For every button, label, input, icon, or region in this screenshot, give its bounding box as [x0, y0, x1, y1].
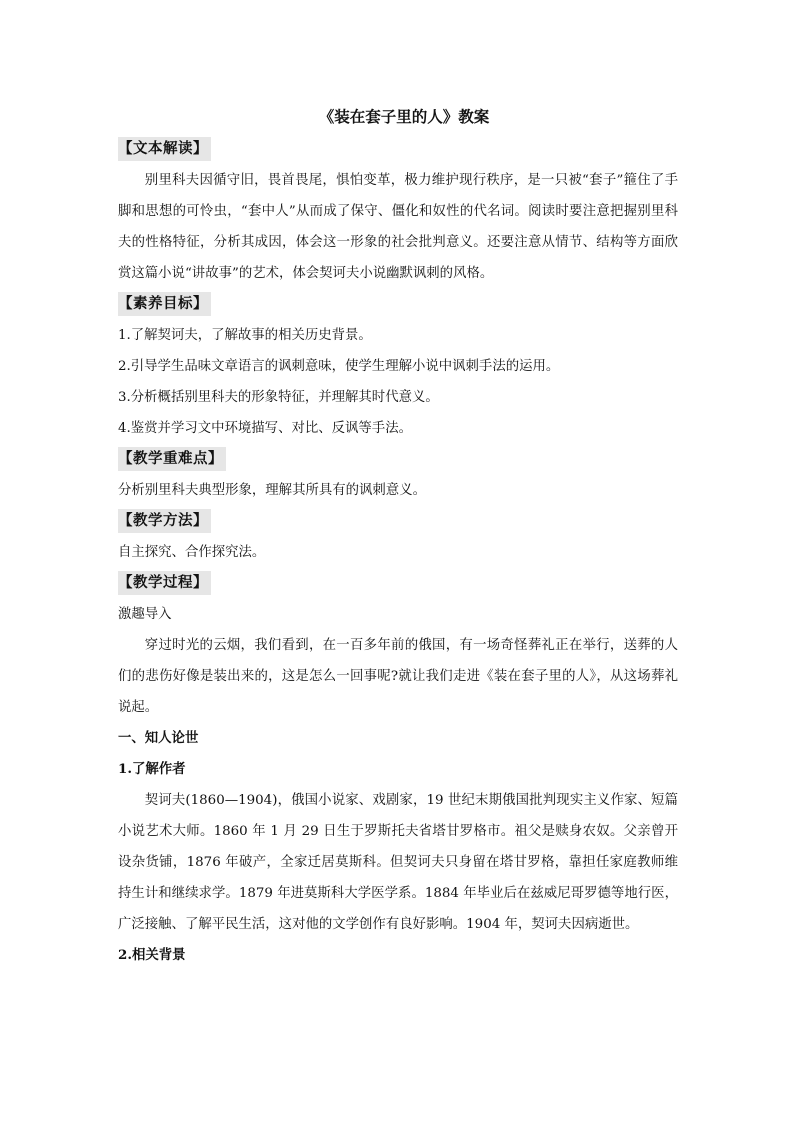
- reading-paragraph: 别里科夫因循守旧，畏首畏尾，惧怕变革，极力维护现行秩序，是一只被“套子”箍住了手脚和思想的可怜虫，“套中人”从而成了保守、僵化和奴性的代名词。阅读时要注意把握别里科夫的性格特征，分析其成因，体会这一形象的社会批判意义。还要注意从情节、结构等方面欣赏这篇小说“讲故事”的艺术，体会契诃夫小说幽默讽刺的风格。: [118, 173, 678, 281]
- intro-paragraph: 穿过时光的云烟，我们看到，在一百多年前的俄国，有一场奇怪葬礼正在举行，送葬的人们的悲伤好像是装出来的，这是怎么一回事呢?就让我们走进《装在套子里的人》，从这场葬礼说起。: [118, 638, 678, 715]
- subsection-heading-author: 1.了解作者: [118, 761, 186, 777]
- keypoints-text: 分析别里科夫典型形象，理解其所具有的讽刺意义。: [118, 483, 426, 498]
- section-heading-reading: 【文本解读】: [118, 137, 211, 161]
- goal-item: 3.分析概括别里科夫的形象特征，并理解其时代意义。: [118, 390, 439, 405]
- goal-item: 2.引导学生品味文章语言的讽刺意味，使学生理解小说中讽刺手法的运用。: [118, 359, 560, 374]
- part-heading: 一、知人论世: [118, 730, 199, 746]
- method-text: 自主探究、合作探究法。: [118, 545, 266, 560]
- goal-item: 4.鉴赏并学习文中环境描写、对比、反讽等手法。: [118, 421, 412, 436]
- document-title: 《装在套子里的人》教案: [318, 107, 490, 126]
- section-heading-goals: 【素养目标】: [118, 292, 211, 316]
- document-page: [118, 100, 678, 971]
- section-heading-method: 【教学方法】: [118, 509, 211, 533]
- section-heading-process: 【教学过程】: [118, 571, 211, 595]
- subsection-heading-background: 2.相关背景: [118, 947, 186, 963]
- author-paragraph: 契诃夫(1860—1904)，俄国小说家、戏剧家，19 世纪末期俄国批判现实主义作家、短篇小说艺术大师。1860 年 1 月 29 日生于罗斯托夫省塔甘罗格市。祖父是赎身农奴。父亲曾开设杂货铺，1876 年破产，全家迁居莫斯科。但契诃夫只身留在塔甘罗格，靠担任家庭教师维持生计和继续求学。1879 年进莫斯科大学医学系。1884 年毕业后在兹威尼哥罗德等地行医，广泛接触、了解平民生活，这对他的文学创作有良好影响。1904 年，契诃夫因病逝世。: [118, 793, 678, 932]
- goal-item: 1.了解契诃夫，了解故事的相关历史背景。: [118, 328, 372, 343]
- section-heading-keypoints: 【教学重难点】: [118, 447, 226, 471]
- intro-label: 激趣导入: [118, 607, 172, 622]
